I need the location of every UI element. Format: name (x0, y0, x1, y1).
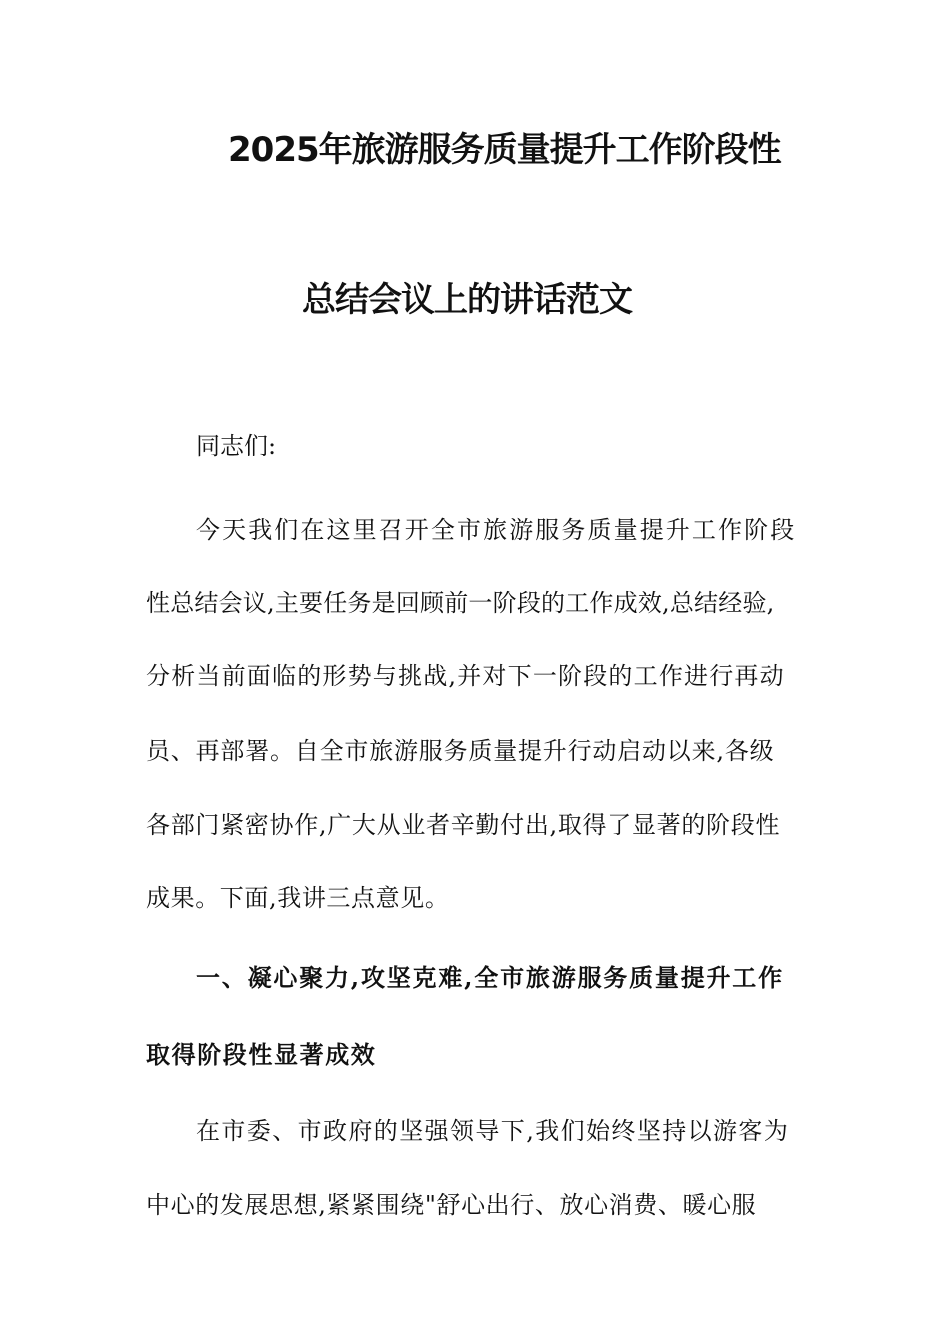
body-line: 各部门紧密协作,广大从业者辛勤付出,取得了显著的阶段性 (146, 811, 781, 839)
document-title-line-1: 2025年旅游服务质量提升工作阶段性 (228, 130, 781, 170)
document-title-line-2: 总结会议上的讲话范文 (302, 280, 632, 320)
body-line: 分析当前面临的形势与挑战,并对下一阶段的工作进行再动 (146, 662, 785, 690)
body-line: 今天我们在这里召开全市旅游服务质量提升工作阶段 (196, 516, 797, 544)
body-line: 员、再部署。自全市旅游服务质量提升行动启动以来,各级 (146, 737, 775, 765)
section-heading-line-1: 一、凝心聚力,攻坚克难,全市旅游服务质量提升工作 (196, 963, 784, 992)
salutation: 同志们: (196, 432, 277, 460)
body-line: 中心的发展思想,紧紧围绕"舒心出行、放心消费、暖心服 (146, 1191, 757, 1219)
body-line: 性总结会议,主要任务是回顾前一阶段的工作成效,总结经验, (146, 589, 775, 617)
body-line: 在市委、市政府的坚强领导下,我们始终坚持以游客为 (196, 1117, 790, 1145)
section-heading-line-2: 取得阶段性显著成效 (146, 1040, 377, 1069)
body-line: 成果。下面,我讲三点意见。 (146, 884, 450, 912)
